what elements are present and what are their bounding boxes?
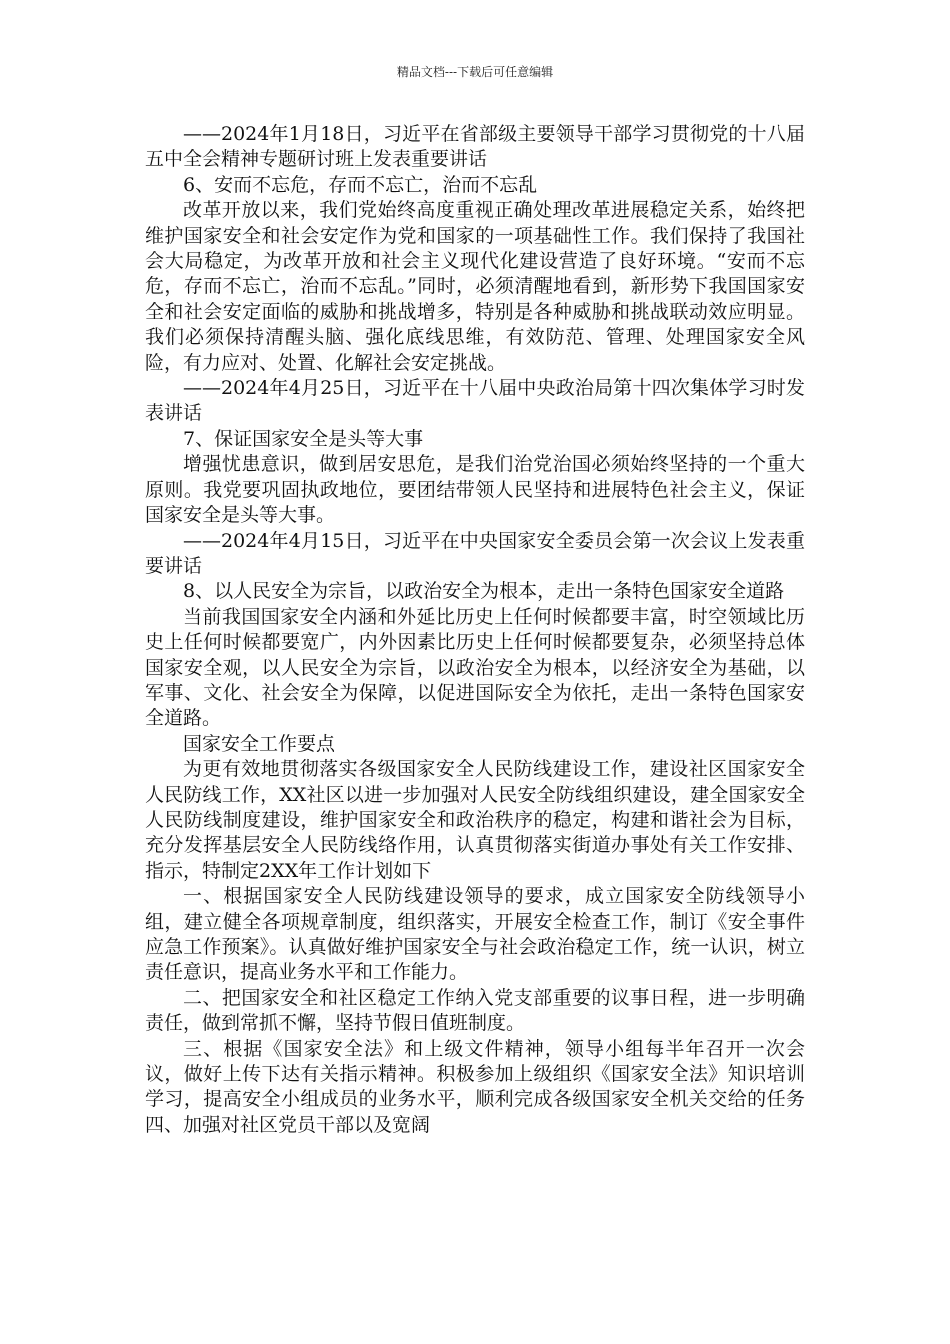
section-heading: 国家安全工作要点 [183, 732, 336, 755]
paragraph: 6、安而不忘危，存而不忘亡，治而不忘乱 [183, 173, 538, 196]
paragraph: 为更有效地贯彻落实各级国家安全人民防线建设工作，建设社区国家安全人民防线工作，XX社区以进一步加强对人民安全防线组织建设，建全国家安全人民防线制度建设，维护国家安全和政治秩序的稳定，构建和谐社会为目标，充分发挥基层安全人民防线络作用，认真贯彻落实街道办事处有关工作安排、指示，特制定2XX年工作计划如下 [145, 758, 805, 882]
paragraph: ——2024年4月15日，习近平在中央国家安全委员会第一次会议上发表重要讲话 [145, 529, 805, 577]
paragraph: 7、保证国家安全是头等大事 [183, 427, 424, 450]
paragraph: 增强忧患意识，做到居安思危，是我们治党治国必须始终坚持的一个重大原则。我党要巩固执政地位，要团结带领人民坚持和进展特色社会主义，保证国家安全是头等大事。 [145, 453, 805, 527]
paragraph: 二、把国家安全和社区稳定工作纳入党支部重要的议事日程，进一步明确责任，做到常抓不懈，坚持节假日值班制度。 [145, 986, 805, 1035]
paragraph: 当前我国国家安全内涵和外延比历史上任何时候都要丰富，时空领域比历史上任何时候都要宽广，内外因素比历史上任何时候都要复杂，必须坚持总体国家安全观，以人民安全为宗旨，以政治安全为根本，以经济安全为基础，以军事、文化、社会安全为保障，以促进国际安全为依托，走出一条特色国家安全道路。 [145, 605, 805, 730]
paragraph: ——2024年4月25日，习近平在十八届中央政治局第十四次集体学习时发表讲话 [145, 377, 805, 425]
paragraph: 三、根据《国家安全法》和上级文件精神，领导小组每半年召开一次会议，做好上传下达有关指示精神。积极参加上级组织《国家安全法》知识培训学习，提高安全小组成员的业务水平，顺利完成各级国家安全机关交给的任务四、加强对社区党员干部以及宽阔 [145, 1037, 805, 1136]
paragraph: 一、根据国家安全人民防线建设领导的要求，成立国家安全防线领导小组，建立健全各项规章制度，组织落实，开展安全检查工作，制订《安全事件应急工作预案》。认真做好维护国家安全与社会政治稳定工作，统一认识，树立责任意识，提高业务水平和工作能力。 [145, 885, 805, 984]
paragraph: 改革开放以来，我们党始终高度重视正确处理改革进展稳定关系，始终把维护国家安全和社会安定作为党和国家的一项基础性工作。我们保持了我国社会大局稳定，为改革开放和社会主义现代化建设营造了良好环境。“安而不忘危，存而不忘亡，治而不忘乱。”同时，必须清醒地看到，新形势下我国国家安全和社会安定面临的威胁和挑战增多，特别是各种威胁和挑战联动效应明显。我们必须保持清醒头脑、强化底线思维，有效防范、管理、处理国家安全风险，有力应对、处置、化解社会安定挑战。 [145, 199, 805, 374]
paragraph: 8、以人民安全为宗旨，以政治安全为根本，走出一条特色国家安全道路 [183, 580, 785, 603]
paragraph: ——2024年1月18日，习近平在省部级主要领导干部学习贯彻党的十八届五中全会精神专题研讨班上发表重要讲话 [145, 123, 805, 171]
document-body [145, 122, 805, 1138]
page-header: 精品文档---下载后可任意编辑 [396, 65, 554, 79]
